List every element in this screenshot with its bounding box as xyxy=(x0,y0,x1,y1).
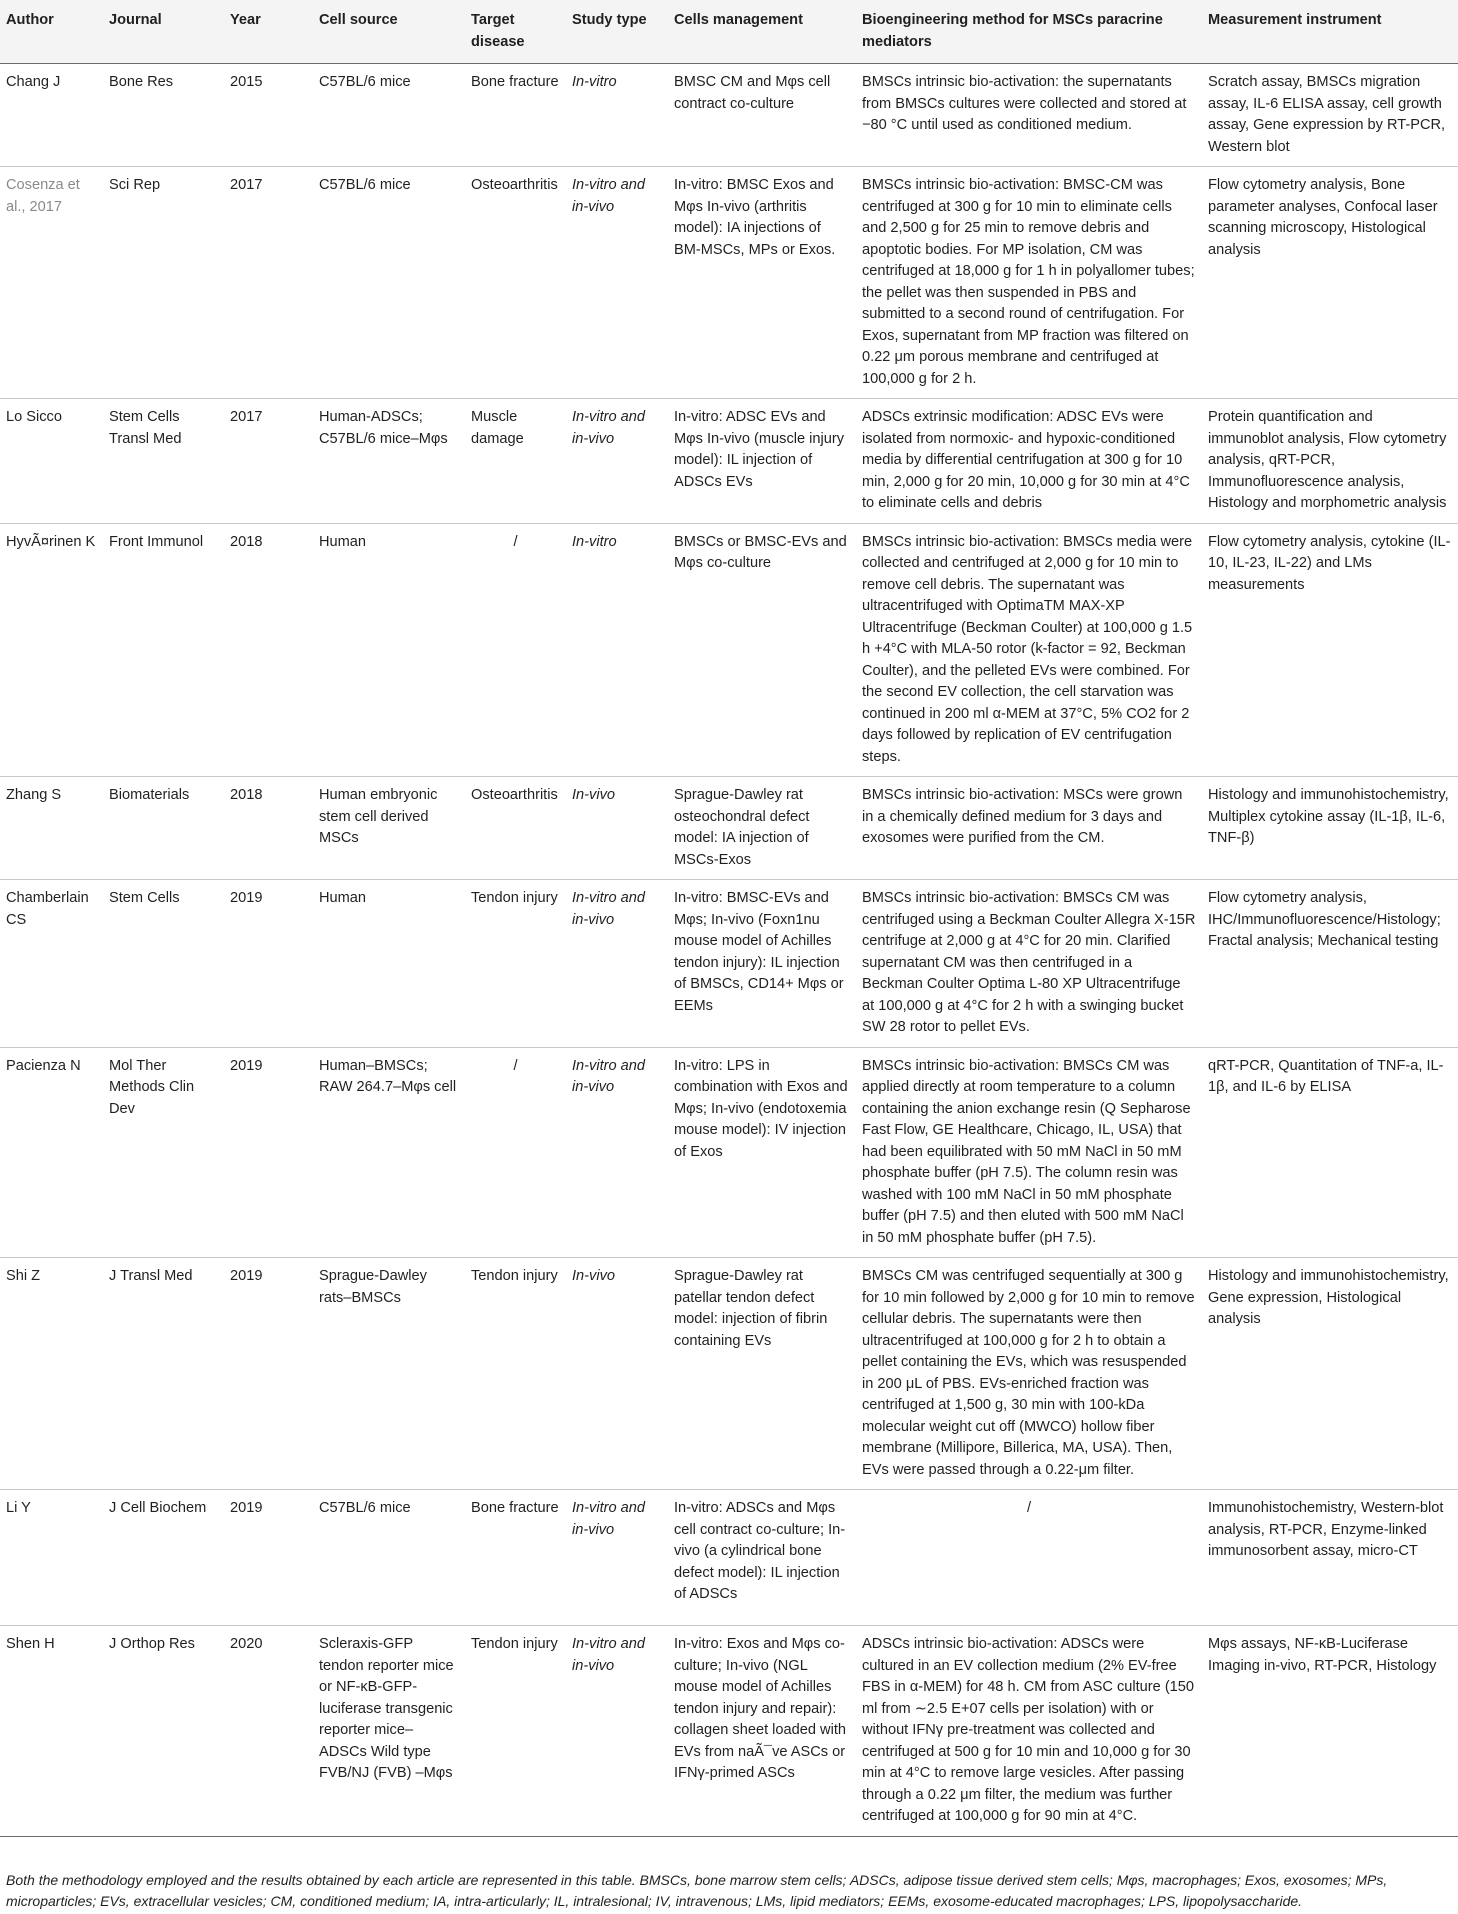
cell-bioengineering-method: BMSCs intrinsic bio-activation: MSCs were grown in a chemically defined medium for 3 days and exosomes were purified from the CM. xyxy=(856,777,1202,880)
cell-cell-source: Human–BMSCs; RAW 264.7–Mφs cell xyxy=(313,1047,465,1258)
cell-measurement-instrument: Scratch assay, BMSCs migration assay, IL-6 ELISA assay, cell growth assay, Gene expression by RT-PCR, Western blot xyxy=(1202,64,1458,167)
cell-study-type: In-vitro and in-vivo xyxy=(566,1047,668,1258)
cell-author: Shi Z xyxy=(0,1258,103,1490)
cell-target-disease: / xyxy=(465,523,566,777)
cell-target-disease: Tendon injury xyxy=(465,1626,566,1837)
cell-journal: Biomaterials xyxy=(103,777,224,880)
cell-cells-management: In-vitro: ADSC EVs and Mφs In-vivo (muscle injury model): IL injection of ADSCs EVs xyxy=(668,399,856,524)
cell-target-disease: Muscle damage xyxy=(465,399,566,524)
cell-bioengineering-method: BMSCs intrinsic bio-activation: the supernatants from BMSCs cultures were collected and stored at −80 °C until used as conditioned medium. xyxy=(856,64,1202,167)
cell-bioengineering-method: ADSCs extrinsic modification: ADSC EVs were isolated from normoxic- and hypoxic-conditioned media by differential centrifugation at 300 g for 10 min, 2,000 g for 20 min, 10,000 g for 30 min at 4°C to eliminate cells and debris xyxy=(856,399,1202,524)
cell-cells-management: In-vitro: LPS in combination with Exos and Mφs; In-vivo (endotoxemia mouse model): IV injection of Exos xyxy=(668,1047,856,1258)
cell-author: Chang J xyxy=(0,64,103,167)
cell-journal: Stem Cells xyxy=(103,880,224,1048)
cell-cell-source: Human embryonic stem cell derived MSCs xyxy=(313,777,465,880)
cell-author: Zhang S xyxy=(0,777,103,880)
cell-author: Shen H xyxy=(0,1626,103,1837)
cell-author: Chamberlain CS xyxy=(0,880,103,1048)
cell-study-type: In-vitro and in-vivo xyxy=(566,1490,668,1626)
cell-study-type: In-vitro and in-vivo xyxy=(566,880,668,1048)
header-author: Author xyxy=(0,0,103,64)
cell-author: Lo Sicco xyxy=(0,399,103,524)
cell-journal: J Cell Biochem xyxy=(103,1490,224,1626)
cell-cell-source: Human xyxy=(313,880,465,1048)
table-row xyxy=(0,1490,1458,1626)
cell-measurement-instrument: qRT-PCR, Quantitation of TNF-a, IL-1β, and IL-6 by ELISA xyxy=(1202,1047,1458,1258)
cell-cell-source: Scleraxis-GFP tendon reporter mice or NF-κB-GFP-luciferase transgenic reporter mice–ADSCs Wild type FVB/NJ (FVB) –Mφs xyxy=(313,1626,465,1837)
table-row xyxy=(0,399,1458,524)
cell-measurement-instrument: Histology and immunohistochemistry, Gene expression, Histological analysis xyxy=(1202,1258,1458,1490)
cell-bioengineering-method: / xyxy=(856,1490,1202,1626)
cell-target-disease: / xyxy=(465,1047,566,1258)
cell-author: HyvÃ¤rinen K xyxy=(0,523,103,777)
cell-study-type: In-vitro xyxy=(566,523,668,777)
cell-author: Li Y xyxy=(0,1490,103,1626)
cell-target-disease: Osteoarthritis xyxy=(465,777,566,880)
cell-journal: Bone Res xyxy=(103,64,224,167)
cell-study-type: In-vitro and in-vivo xyxy=(566,1626,668,1837)
table-footnote: Both the methodology employed and the results obtained by each article are represented in this table. BMSCs, bone marrow stem cells; ADSCs, adipose tissue derived stem cells; Mφs, macrophages; Exos, exosomes; MPs, microparticles; EVs, extracellular vesicles; CM, conditioned medium; IA, intra-articularly; IL, intralesional; IV, intravenous; LMs, lipid mediators; EEMs, exosome-educated macrophages; LPS, lipopolysaccharide. xyxy=(6,1872,1388,1909)
cell-study-type: In-vivo xyxy=(566,1258,668,1490)
cell-cells-management: BMSCs or BMSC-EVs and Mφs co-culture xyxy=(668,523,856,777)
cell-journal: Stem Cells Transl Med xyxy=(103,399,224,524)
cell-year: 2019 xyxy=(224,880,313,1048)
cell-measurement-instrument: Flow cytometry analysis, cytokine (IL-10, IL-23, IL-22) and LMs measurements xyxy=(1202,523,1458,777)
cell-measurement-instrument: Protein quantification and immunoblot analysis, Flow cytometry analysis, qRT-PCR, Immunofluorescence analysis, Histology and morphometric analysis xyxy=(1202,399,1458,524)
cell-study-type: In-vivo xyxy=(566,777,668,880)
cell-bioengineering-method: BMSCs intrinsic bio-activation: BMSCs media were collected and centrifuged at 2,000 g for 10 min to remove cell debris. The supernatant was ultracentrifuged with OptimaTM MAX-XP Ultracentrifuge (Beckman Coulter) at 100,000 g 1.5 h +4°C with MLA-50 rotor (k-factor = 92, Beckman Coulter), and the pelleted EVs were combined. For the second EV collection, the cell starvation was continued in 200 ml α-MEM at 37°C, 5% CO2 for 2 days followed by replication of EV centrifugation steps. xyxy=(856,523,1202,777)
cell-cells-management: In-vitro: ADSCs and Mφs cell contract co-culture; In-vivo (a cylindrical bone defect model): IL injection of ADSCs xyxy=(668,1490,856,1626)
cell-measurement-instrument: Histology and immunohistochemistry, Multiplex cytokine assay (IL-1β, IL-6, TNF-β) xyxy=(1202,777,1458,880)
cell-cell-source: Human xyxy=(313,523,465,777)
cell-cell-source: C57BL/6 mice xyxy=(313,1490,465,1626)
cell-target-disease: Tendon injury xyxy=(465,880,566,1048)
cell-year: 2019 xyxy=(224,1047,313,1258)
cell-journal: J Transl Med xyxy=(103,1258,224,1490)
cell-measurement-instrument: Flow cytometry analysis, IHC/Immunofluorescence/Histology; Fractal analysis; Mechanical testing xyxy=(1202,880,1458,1048)
cell-journal: Front Immunol xyxy=(103,523,224,777)
cell-cell-source: Human-ADSCs; C57BL/6 mice–Mφs xyxy=(313,399,465,524)
header-journal: Journal xyxy=(103,0,224,64)
cell-year: 2019 xyxy=(224,1258,313,1490)
cell-year: 2015 xyxy=(224,64,313,167)
table-row xyxy=(0,1626,1458,1837)
cell-cells-management: In-vitro: Exos and Mφs co-culture; In-vivo (NGL mouse model of Achilles tendon injury and repair): collagen sheet loaded with EVs from naÃ¯ve ASCs or IFNγ-primed ASCs xyxy=(668,1626,856,1837)
cell-measurement-instrument: Mφs assays, NF-κB-Luciferase Imaging in-vivo, RT-PCR, Histology xyxy=(1202,1626,1458,1837)
cell-study-type: In-vitro and in-vivo xyxy=(566,167,668,399)
header-study-type: Study type xyxy=(566,0,668,64)
cell-measurement-instrument: Immunohistochemistry, Western-blot analysis, RT-PCR, Enzyme-linked immunosorbent assay, micro-CT xyxy=(1202,1490,1458,1626)
cell-cell-source: C57BL/6 mice xyxy=(313,64,465,167)
cell-study-type: In-vitro and in-vivo xyxy=(566,399,668,524)
cell-bioengineering-method: BMSCs intrinsic bio-activation: BMSCs CM was applied directly at room temperature to a column containing the anion exchange resin (Q Sepharose Fast Flow, GE Healthcare, Chicago, IL, USA) that had been equilibrated with 50 mM NaCl in 50 mM phosphate buffer (pH 7.5). The column resin was washed with 100 mM NaCl in 50 mM phosphate buffer (pH 7.5) and then eluted with 500 mM NaCl in 50 mM phosphate buffer (pH 7.5). xyxy=(856,1047,1202,1258)
cell-target-disease: Bone fracture xyxy=(465,64,566,167)
cell-year: 2020 xyxy=(224,1626,313,1837)
cell-year: 2017 xyxy=(224,399,313,524)
header-measurement-instrument: Measurement instrument xyxy=(1202,0,1458,64)
cell-journal: J Orthop Res xyxy=(103,1626,224,1837)
cell-year: 2019 xyxy=(224,1490,313,1626)
cell-measurement-instrument: Flow cytometry analysis, Bone parameter analyses, Confocal laser scanning microscopy, Histological analysis xyxy=(1202,167,1458,399)
cell-journal: Sci Rep xyxy=(103,167,224,399)
table-row xyxy=(0,1258,1458,1490)
cell-target-disease: Bone fracture xyxy=(465,1490,566,1626)
cell-cells-management: BMSC CM and Mφs cell contract co-culture xyxy=(668,64,856,167)
table-row xyxy=(0,523,1458,777)
cell-bioengineering-method: BMSCs intrinsic bio-activation: BMSCs CM was centrifuged using a Beckman Coulter Allegra X-15R centrifuge at 2,000 g at 4°C for 20 min. Clarified supernatant CM was then centrifuged in a Beckman Coulter Optima L-80 XP Ultracentrifuge at 100,000 g at 4°C for 2 h with a swinging bucket SW 28 rotor to pellet EVs. xyxy=(856,880,1202,1048)
cell-cells-management: In-vitro: BMSC Exos and Mφs In-vivo (arthritis model): IA injections of BM-MSCs, MPs or Exos. xyxy=(668,167,856,399)
cell-author: Cosenza et al., 2017 xyxy=(0,167,103,399)
cell-target-disease: Osteoarthritis xyxy=(465,167,566,399)
header-cells-management: Cells management xyxy=(668,0,856,64)
cell-cells-management: In-vitro: BMSC-EVs and Mφs; In-vivo (Foxn1nu mouse model of Achilles tendon injury): IL injection of BMSCs, CD14+ Mφs or EEMs xyxy=(668,880,856,1048)
cell-bioengineering-method: BMSCs CM was centrifuged sequentially at 300 g for 10 min followed by 2,000 g for 10 min to remove cellular debris. The supernatants were then ultracentrifuged at 100,000 g for 2 h to obtain a pellet containing the EVs, which was resuspended in 200 μL of PBS. EVs-enriched fraction was centrifuged at 1,500 g, 30 min with 100-kDa molecular weight cut off (MWCO) hollow fiber membrane (Millipore, Billerica, MA, USA). Then, EVs were passed through a 0.22-μm filter. xyxy=(856,1258,1202,1490)
header-year: Year xyxy=(224,0,313,64)
header-bioengineering-method: Bioengineering method for MSCs paracrine mediators xyxy=(856,0,1202,64)
cell-cell-source: C57BL/6 mice xyxy=(313,167,465,399)
cell-year: 2017 xyxy=(224,167,313,399)
table-row xyxy=(0,880,1458,1048)
table-row xyxy=(0,167,1458,399)
cell-author: Pacienza N xyxy=(0,1047,103,1258)
cell-cells-management: Sprague-Dawley rat patellar tendon defect model: injection of fibrin containing EVs xyxy=(668,1258,856,1490)
cell-year: 2018 xyxy=(224,777,313,880)
table-row xyxy=(0,1047,1458,1258)
table-header-row xyxy=(0,0,1458,64)
cell-cell-source: Sprague-Dawley rats–BMSCs xyxy=(313,1258,465,1490)
cell-target-disease: Tendon injury xyxy=(465,1258,566,1490)
header-cell-source: Cell source xyxy=(313,0,465,64)
table-row xyxy=(0,777,1458,880)
cell-cells-management: Sprague-Dawley rat osteochondral defect model: IA injection of MSCs-Exos xyxy=(668,777,856,880)
cell-study-type: In-vitro xyxy=(566,64,668,167)
cell-year: 2018 xyxy=(224,523,313,777)
cell-journal: Mol Ther Methods Clin Dev xyxy=(103,1047,224,1258)
header-target-disease: Target disease xyxy=(465,0,566,64)
cell-bioengineering-method: BMSCs intrinsic bio-activation: BMSC-CM was centrifuged at 300 g for 10 min to eliminate cells and 2,500 g for 25 min to remove debris and apoptotic bodies. For MP isolation, CM was centrifuged at 18,000 g for 1 h in polyallomer tubes; the pellet was then suspended in PBS and submitted to a second round of centrifugation. For Exos, supernatant from MP fraction was filtered on 0.22 μm porous membrane and centrifuged at 100,000 g for 2 h. xyxy=(856,167,1202,399)
cell-bioengineering-method: ADSCs intrinsic bio-activation: ADSCs were cultured in an EV collection medium (2% EV-free FBS in α-MEM) for 48 h. CM from ASC culture (150 ml from ∼2.5 E+07 cells per isolation) with or without IFNγ pre-treatment was collected and centrifuged at 500 g for 10 min and 10,000 g for 30 min at 4°C to remove large vesicles. After passing through a 0.22 μm filter, the medium was further centrifuged at 100,000 g for 90 min at 4°C. xyxy=(856,1626,1202,1837)
table-row xyxy=(0,64,1458,167)
